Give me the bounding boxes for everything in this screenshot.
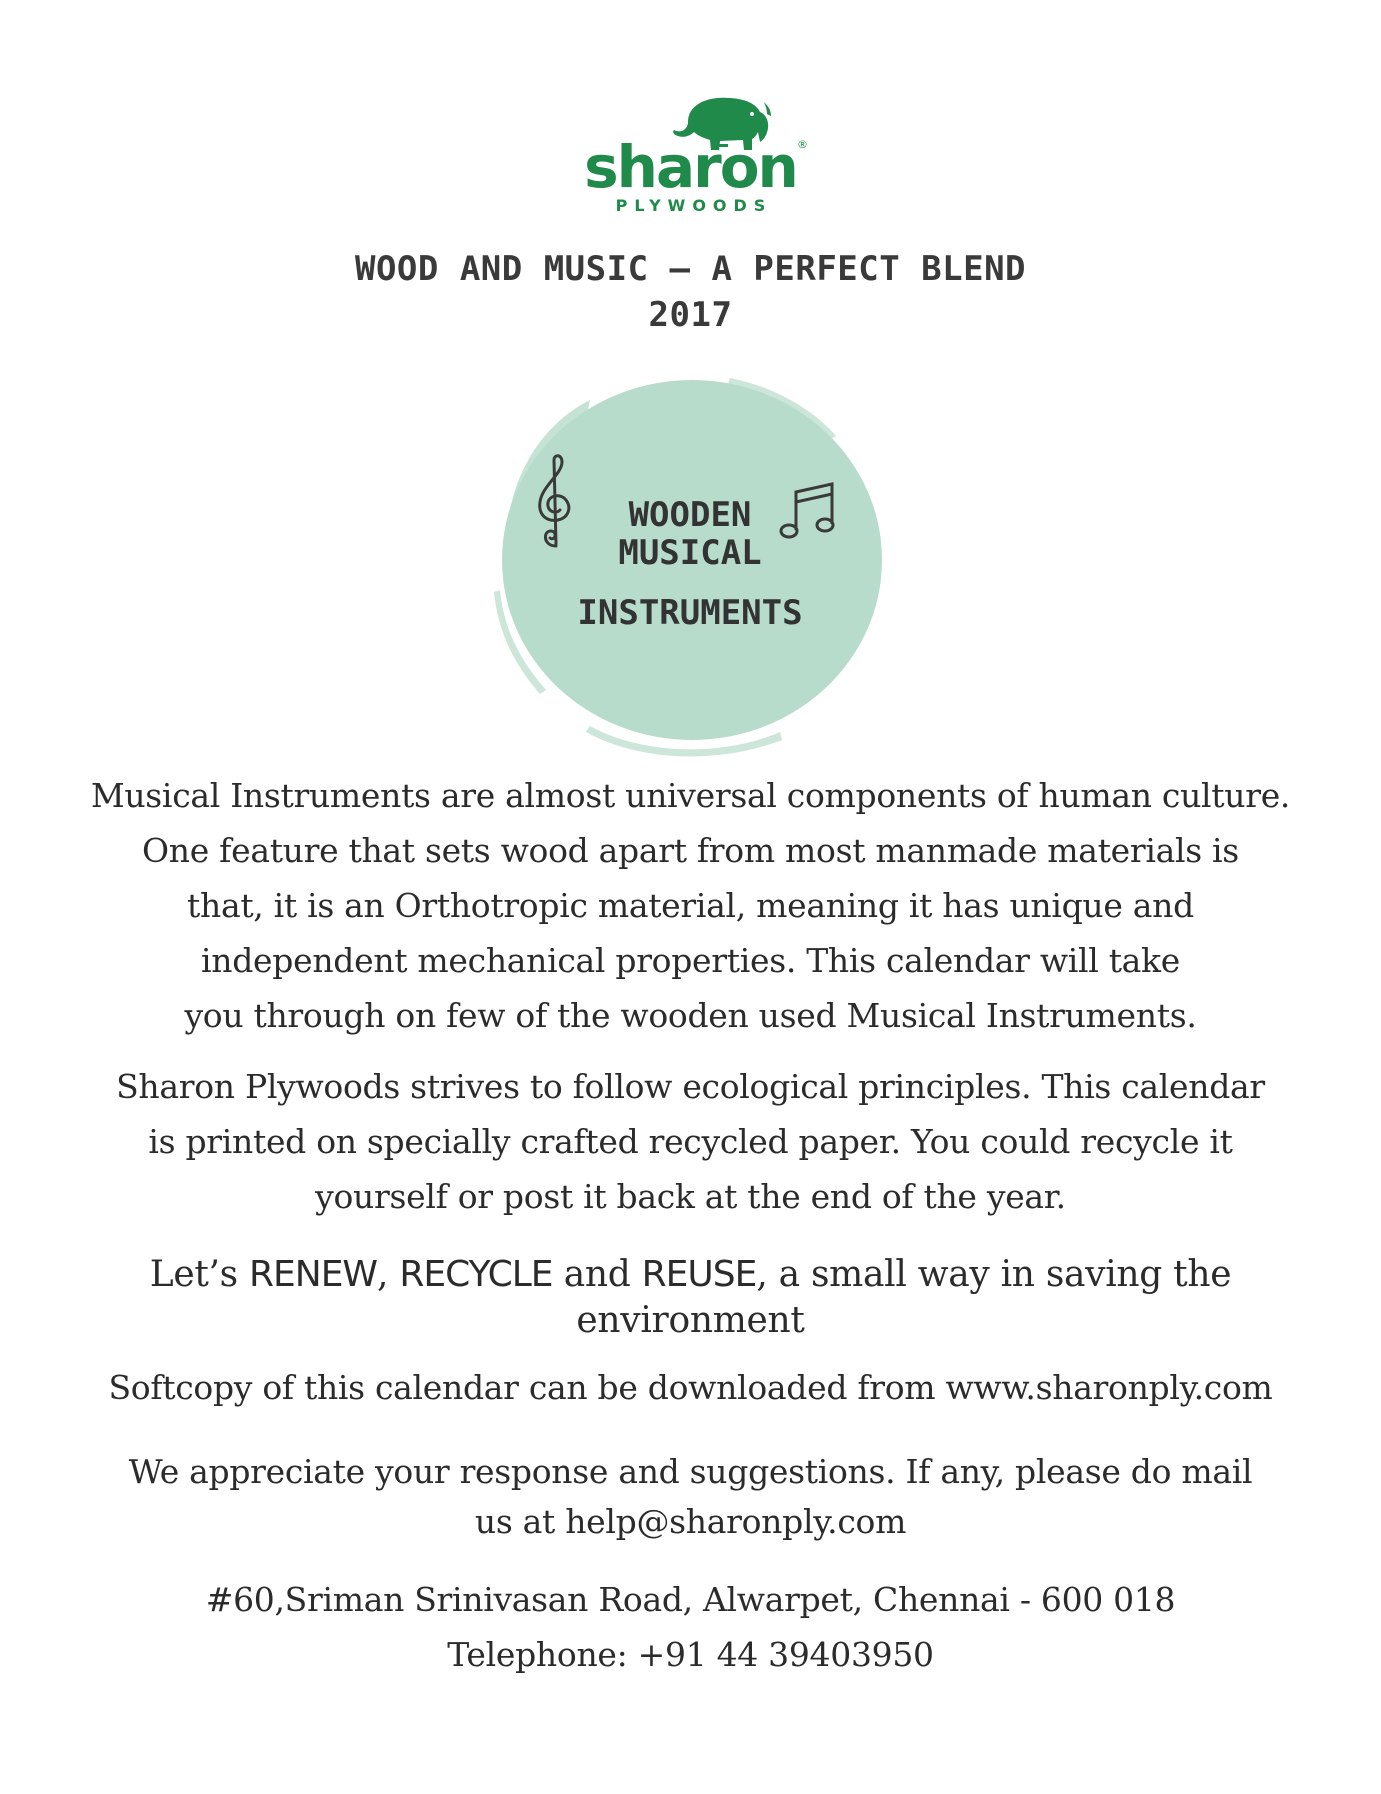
brand-logo [0, 92, 1381, 222]
badge-line-3: INSTRUMENTS [577, 593, 803, 633]
softcopy-note [40, 1360, 1341, 1415]
slogan-recycle: RECYCLE [399, 1254, 553, 1295]
address-block [40, 1572, 1341, 1682]
slogan [40, 1252, 1341, 1344]
heading-title: WOOD AND MUSIC – A PERFECT BLEND [354, 249, 1027, 289]
slogan-renew: RENEW [249, 1254, 378, 1295]
intro-line: Musical Instruments are almost universal components of human culture. [90, 776, 1291, 815]
badge-line-2: MUSICAL [618, 533, 762, 573]
brand-name: sharon [584, 133, 797, 201]
feedback-note [40, 1447, 1341, 1547]
slogan-line-1 [40, 1252, 1341, 1298]
intro-line: One feature that sets wood apart from most manmade materials is [142, 831, 1239, 870]
telephone-line: Telephone: +91 44 39403950 [447, 1635, 934, 1674]
eco-paragraph [40, 1059, 1341, 1224]
slogan-line-2: environment [576, 1300, 805, 1341]
feedback-line-2: us at help@sharonply.com [474, 1502, 907, 1541]
softcopy-text: Softcopy of this calendar can be downloaded from www.sharonply.com [108, 1368, 1273, 1407]
eco-line: is printed on specially crafted recycled paper. You could recycle it [148, 1122, 1233, 1161]
intro-line: you through on few of the wooden used Musical Instruments. [184, 996, 1197, 1035]
slogan-sep: and [552, 1254, 642, 1295]
address-line: #60,Sriman Srinivasan Road, Alwarpet, Chennai - 600 018 [205, 1580, 1176, 1619]
slogan-sep: , [377, 1254, 400, 1295]
badge-line-1: WOODEN [628, 495, 752, 535]
heading-year: 2017 [648, 295, 733, 335]
eco-line: yourself or post it back at the end of the year. [315, 1177, 1066, 1216]
intro-line: that, it is an Orthotropic material, meaning it has unique and [187, 886, 1194, 925]
slogan-reuse: REUSE [641, 1254, 757, 1295]
registered-mark: ® [797, 138, 808, 151]
intro-line: independent mechanical properties. This calendar will take [201, 941, 1180, 980]
brand-subtitle: PLYWOODS [615, 196, 773, 215]
feedback-line-1: We appreciate your response and suggestions. If any, please do mail [128, 1452, 1253, 1491]
intro-paragraph [40, 768, 1341, 1043]
eco-line: Sharon Plywoods strives to follow ecological principles. This calendar [116, 1067, 1265, 1106]
slogan-prefix: Let’s [149, 1254, 249, 1295]
calendar-heading [0, 246, 1381, 338]
theme-badge [470, 360, 910, 760]
slogan-suffix: , a small way in saving the [756, 1254, 1232, 1295]
